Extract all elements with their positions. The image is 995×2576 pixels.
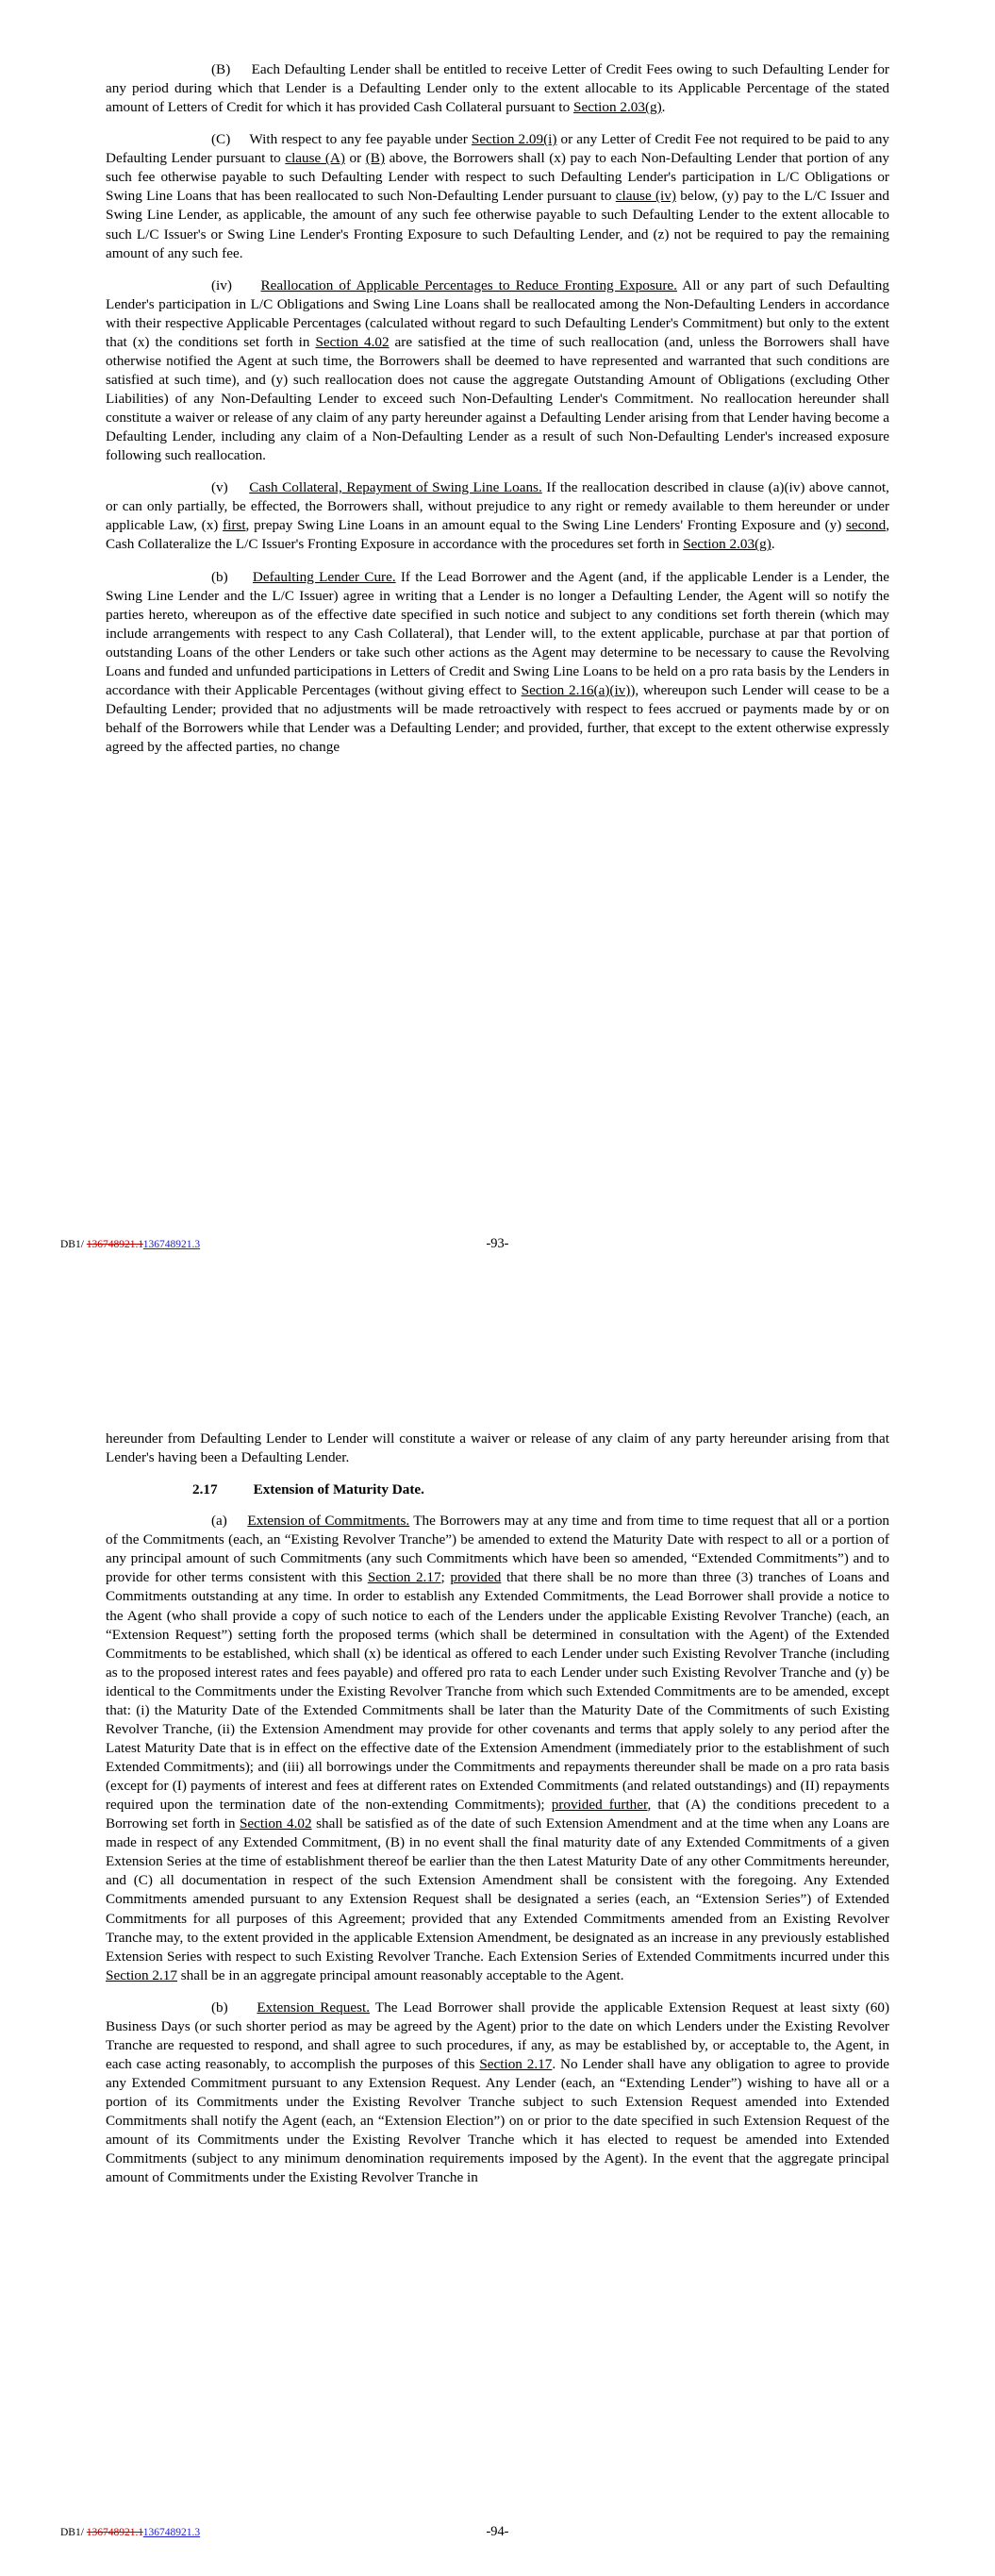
emphasis-second: second bbox=[846, 517, 887, 534]
footer-deleted-number-2: 136748921.1 bbox=[86, 2527, 143, 2538]
emphasis-provided-further: provided further bbox=[551, 1797, 648, 1814]
paragraph-C: (C) With respect to any fee payable under Section 2.09(i) or any Letter of Credit Fee not required to be paid to any Defaulting Lender pursuant to clause (A) or (B) above, the Borrowers shall (x) pay to each Non-Defaulting Lender that portion of any such fee otherwise payable to such Defaulting Lender with respect to such Defaulting Lender's participation in L/C Obligations or Swing Line Loans that has been reallocated to such Non-Defaulting Lender pursuant to clause (iv) below, (y) pay to the L/C Issuer and Swing Line Lender, as applicable, the amount of any such fee otherwise payable to such Defaulting Lender to the extent allocable to such L/C Issuer's or Swing Line Lender's Fronting Exposure to such Defaulting Lender, and (z) not be required to pay the remaining amount of any such fee. bbox=[106, 131, 890, 261]
paragraph-label-v: (v) bbox=[211, 479, 228, 496]
cross-reference-section-2-17: Section 2.17 bbox=[367, 1569, 441, 1586]
paragraph-continuation: hereunder from Defaulting Lender to Lender will constitute a waiver or release of any claim of any party hereunder arising from that Lender's having been a Defaulting Lender. bbox=[106, 1430, 889, 1466]
paragraph-label-B: (B) bbox=[211, 61, 231, 77]
page-top-margin bbox=[106, 1288, 889, 1430]
cross-reference-clause-iv: clause (iv) bbox=[615, 188, 676, 205]
paragraph-label-a: (a) bbox=[211, 1513, 227, 1530]
cross-reference-section-4-02: Section 4.02 bbox=[315, 333, 390, 350]
paragraph-heading-a: Extension of Commitments. bbox=[247, 1513, 410, 1530]
footer-deleted-number: 136748921.1 bbox=[86, 1239, 143, 1250]
paragraph-B: (B) Each Defaulting Lender shall be entitled to receive Letter of Credit Fees owing to such Defaulting Lender for any period during which that Lender is a Defaulting Lender only to the extent allocable to its Applicable Percentage of the stated amount of Letters of Credit for which it has provided Cash Collateral pursuant to Section 2.03(g). bbox=[106, 61, 889, 116]
paragraph-heading-b: Defaulting Lender Cure. bbox=[252, 568, 396, 585]
cross-reference-section-2-03-g: Section 2.03(g) bbox=[573, 99, 662, 116]
footer-prefix: DB1/ bbox=[60, 1239, 87, 1250]
paragraph-v: (v) Cash Collateral, Repayment of Swing Line Loans. If the reallocation described in clause (a)(iv) above cannot, or can only partially, be effected, the Borrowers shall, without prejudice to any right or remedy available to them hereunder or under applicable Law, (x) first, prepay Swing Line Loans in an amount equal to the Swing Line Lenders' Fronting Exposure and (y) second, Cash Collateralize the L/C Issuer's Fronting Exposure in accordance with the procedures set forth in Section 2.03(g). bbox=[106, 479, 889, 553]
paragraph-heading-v: Cash Collateral, Repayment of Swing Line Loans. bbox=[249, 479, 542, 496]
cross-reference-section-2-09-i: Section 2.09(i) bbox=[471, 131, 557, 148]
document-page-94 bbox=[0, 1288, 995, 2576]
paragraph-a: (a) Extension of Commitments. The Borrowers may at any time and from time to time request that all or a portion of the Commitments (each, an “Existing Revolver Tranche”) be amended to extend the Maturity Date with respect to all or a portion of any principal amount of such Commitments (any such Commitments which have been so amended, “Extended Commitments”) and to provide for other terms consistent with this Section 2.17; provided that there shall be no more than three (3) tranches of Loans and Commitments outstanding at any time. In order to establish any Extended Commitments, the Lead Borrower shall provide a notice to the Agent (who shall provide a copy of such notice to each of the Lenders under the applicable Existing Revolver Tranche) (each, an “Extension Request”) setting forth the proposed terms (which shall be determined in consultation with the Agent) of the Extended Commitments to be established, which shall (x) be identical as offered to each Lender under such Existing Revolver Tranche (including as to the proposed interest rates and fees payable) and offered pro rata to each Lender under such Existing Revolver Tranche and (y) be identical to the Commitments under the Existing Revolver Tranche from which such Extended Commitments are to be amended, except that: (i) the Maturity Date of the Extended Commitments shall be later than the Maturity Date of the Commitments of such Existing Revolver Tranche, (ii) the Extension Amendment may provide for other covenants and terms that apply solely to any period after the Latest Maturity Date that is in effect on the effective date of the Extension Amendment (immediately prior to the establishment of such Extended Commitments); and (iii) all borrowings under the Commitments and repayments thereunder shall be made on a pro rata basis (except for (I) payments of interest and fees at different rates on Extended Commitments (and related outstandings) and (II) repayments required upon the termination date of the non-extending Commitments); provided further, that (A) the conditions precedent to a Borrowing set forth in Section 4.02 shall be satisfied as of the date of such Extension Amendment and at the time when any Loans are made in respect of any Extended Commitment, (B) in no event shall the final maturity date of any Extended Commitments of a given Extension Series at the time of establishment thereof be earlier than the then Latest Maturity Date of any other Commitments hereunder, and (C) all documentation in respect of the such Extension Amendment shall be consistent with the foregoing. Any Extended Commitments amended pursuant to any Extension Request shall be designated a series (each, an “Extension Series”) of Extended Commitments for all purposes of this Agreement; provided that any Extended Commitments amended from an Existing Revolver Tranche may, to the extent provided in the applicable Extension Amendment, be designated as an increase in any previously established Extension Series with respect to such Existing Revolver Tranche. Each Extension Series of Extended Commitments incurred under this Section 2.17 shall be in an aggregate principal amount reasonably acceptable to the Agent. bbox=[106, 1513, 890, 1983]
page-number-93: -93- bbox=[486, 1236, 509, 1251]
paragraph-heading-iv: Reallocation of Applicable Percentages to Reduce Fronting Exposure. bbox=[260, 276, 677, 293]
cross-reference-section-2-17-b: Section 2.17 bbox=[106, 1966, 177, 1983]
cross-reference-section-4-02-b: Section 4.02 bbox=[239, 1815, 312, 1832]
paragraph-label-C: (C) bbox=[211, 131, 231, 148]
paragraph-label-b: (b) bbox=[211, 568, 228, 585]
section-heading-2-17 bbox=[106, 1480, 889, 1499]
paragraph-label-iv: (iv) bbox=[211, 276, 232, 293]
cross-reference-section-2-03-g-2: Section 2.03(g) bbox=[683, 536, 771, 553]
cross-reference-section-2-16-a-iv: Section 2.16(a)(iv) bbox=[521, 681, 631, 698]
section-number: 2.17 bbox=[192, 1481, 218, 1498]
paragraph-b: (b) Defaulting Lender Cure. If the Lead Borrower and the Agent (and, if the applicable Lender is a Lender, the Swing Line Lender and the L/C Issuer) agree in writing that a Lender is no longer a Defaulting Lender, the Agent will so notify the parties hereto, whereupon as of the effective date specified in such notice and subject to any conditions set forth therein (which may include arrangements with respect to any Cash Collateral), that Lender will, to the extent applicable, purchase at par that portion of outstanding Loans of the other Lenders or take such other actions as the Agent may determine to be necessary to cause the Revolving Loans and funded and unfunded participations in Letters of Credit and Swing Line Loans to be held on a pro rata basis by the Lenders in accordance with their Applicable Percentages (without giving effect to Section 2.16(a)(iv)), whereupon such Lender will cease to be a Defaulting Lender; provided that no adjustments will be made retroactively with respect to fees accrued or payments made by or on behalf of the Borrowers while that Lender was a Defaulting Lender; and provided, further, that except to the extent otherwise expressly agreed by the affected parties, no change bbox=[106, 568, 890, 756]
cross-reference-clause-b: (B) bbox=[365, 150, 385, 167]
footer-inserted-number: 136748921.3 bbox=[142, 1239, 201, 1250]
paragraph-iv: (iv) Reallocation of Applicable Percentages to Reduce Fronting Exposure. All or any part of such Defaulting Lender's participation in L/C Obligations and Swing Line Loans shall be reallocated among the Non-Defaulting Lenders in accordance with their respective Applicable Percentages (calculated without regard to such Defaulting Lender's Commitment) but only to the extent that (x) the conditions set forth in Section 4.02 are satisfied at the time of such reallocation (and, unless the Borrowers shall have otherwise notified the Agent at such time, the Borrowers shall be deemed to have represented and warranted that such conditions are satisfied at such time), and (y) such reallocation does not cause the aggregate Outstanding Amount of Obligations (excluding Other Liabilities) of any Non-Defaulting Lender to exceed such Non-Defaulting Lender's Commitment. No reallocation hereunder shall constitute a waiver or release of any claim of any party hereunder against a Defaulting Lender arising from that Lender having become a Defaulting Lender, including any claim of a Non-Defaulting Lender as a result of such Non-Defaulting Lender's increased exposure following such reallocation. bbox=[106, 276, 889, 464]
page-footer-93 bbox=[0, 1231, 995, 1288]
emphasis-provided: provided bbox=[450, 1569, 502, 1586]
section-title: Extension of Maturity Date. bbox=[253, 1481, 424, 1498]
emphasis-first: first bbox=[223, 517, 246, 534]
footer-prefix-2: DB1/ bbox=[60, 2527, 87, 2538]
page-footer-94 bbox=[0, 2519, 995, 2576]
paragraph-label-b2: (b) bbox=[211, 1999, 228, 2016]
paragraph-heading-b2: Extension Request. bbox=[257, 1999, 371, 2016]
paragraph-b2: (b) Extension Request. The Lead Borrower shall provide the applicable Extension Request at least sixty (60) Business Days (or such shorter period as may be agreed by the Agent) prior to the date on which Lenders under the Existing Revolver Tranche are requested to respond, and shall agree to such procedures, if any, as may be established by, or acceptable to, the Agent, in each case acting reasonably, to accomplish the purposes of this Section 2.17. No Lender shall have any obligation to agree to provide any Extended Commitment pursuant to any Extension Request. Any Lender (each, an “Extending Lender”) wishing to have all or a portion of its Commitments under the Existing Revolver Tranche subject to such Extension Request amended into Extended Commitments shall notify the Agent (each, an “Extension Election”) on or prior to the date specified in such Extension Request of the amount of its Commitments under the Existing Revolver Tranche which it has elected to request be amended into Extended Commitments (subject to any minimum denomination requirements imposed by the Agent). In the event that the aggregate principal amount of Commitments under the Existing Revolver Tranche in bbox=[106, 1999, 890, 2186]
cross-reference-section-2-17-c: Section 2.17 bbox=[479, 2055, 553, 2072]
cross-reference-clause-a: clause (A) bbox=[285, 150, 345, 167]
footer-inserted-number-2: 136748921.3 bbox=[142, 2527, 201, 2538]
page-number-94: -94- bbox=[486, 2524, 509, 2539]
